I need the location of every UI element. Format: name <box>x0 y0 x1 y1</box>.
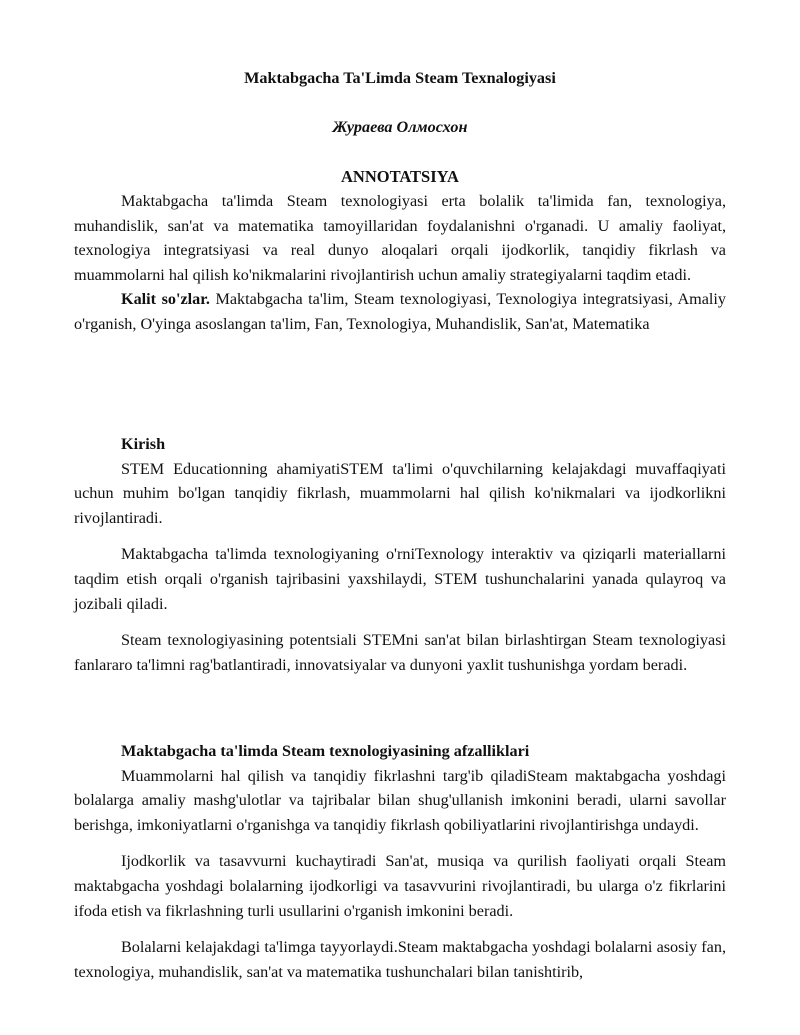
intro-heading: Kirish <box>121 435 166 453</box>
intro-paragraph: STEM Educationning ahamiyatiSTEM ta'limi o'quvchilarning kelajakdagi muvaffaqiyati uchun muhim bo'lgan tanqidiy fikrlash, muammolarni hal qilish ko'nikmalari va ijodkorlikni rivojlantiradi. <box>74 459 726 527</box>
annotation-section <box>74 189 726 337</box>
keywords-label: Kalit so'zlar. <box>121 290 210 309</box>
intro-paragraph: Maktabgacha ta'limda texnologiyaning o'rniTexnology interaktiv va qiziqarli materiallarni taqdim etish orqali o'rganish tajribasini yaxshilaydi, STEM tushunchalarini yanada qulayroq va jozibali qiladi. <box>74 545 726 613</box>
author-name: Жураева Олмосхон <box>332 118 468 136</box>
document-title: Maktabgacha Ta'Limda Steam Texnalogiyasi <box>244 69 556 87</box>
annotation-heading: ANNOTATSIYA <box>341 167 459 186</box>
keywords-text: Maktabgacha ta'lim, Steam texnologiyasi, Texnologiya integratsiyasi, Amaliy o'rganish, O'yinga asoslangan ta'lim, Fan, Texnologiya, Muhandislik, San'at, Matematika <box>74 290 727 333</box>
annotation-paragraph: Maktabgacha ta'limda Steam texnologiyasi erta bolalik ta'limida fan, texnologiya, muhandislik, san'at va matematika tamoyillaridan foydalanishni o'rganadi. U amaliy faoliyat, texnologiya integratsiyasi va real dunyo aloqalari orqali ijodkorlik, tanqidiy fikrlash va muammolarni hal qilish ko'nikmalarini rivojlantirish uchun amaliy strategiyalarni taqdim etadi. <box>74 192 726 284</box>
advantages-paragraph: Muammolarni hal qilish va tanqidiy fikrlashni targ'ib qiladiSteam maktabgacha yoshdagi bolalarga amaliy mashg'ulotlar va tajribalar bilan shug'ullanish imkonini beradi, ularni savollar berishga, imkoniyatlarni o'rganishga va tanqidiy fikrlash qobiliyatlarini rivojlantirishga undaydi. <box>74 766 726 834</box>
advantages-section <box>74 739 726 984</box>
advantages-paragraph: Bolalarni kelajakdagi ta'limga tayyorlaydi.Steam maktabgacha yoshdagi bolalarni asosiy fan, texnologiya, muhandislik, san'at va matematika tushunchalari bilan tanishtirib, <box>74 938 726 981</box>
advantages-paragraph: Ijodkorlik va tasavvurni kuchaytiradi San'at, musiqa va qurilish faoliyati orqali Steam maktabgacha yoshdagi bolalarning ijodkorligi va tasavvurini rivojlantiradi, bu ularga o'z fikrlarini ifoda etish va fikrlashning turli usullarini o'rganish imkonini beradi. <box>74 852 726 920</box>
keywords-paragraph <box>74 287 726 336</box>
advantages-heading: Maktabgacha ta'limda Steam texnologiyasining afzalliklari <box>121 742 530 760</box>
intro-paragraph: Steam texnologiyasining potentsiali STEMni san'at bilan birlashtirgan Steam texnologiyasi fanlararo ta'limni rag'batlantiradi, innovatsiyalar va dunyoni yaxlit tushunishga yordam beradi. <box>74 631 726 674</box>
intro-section <box>74 432 726 677</box>
